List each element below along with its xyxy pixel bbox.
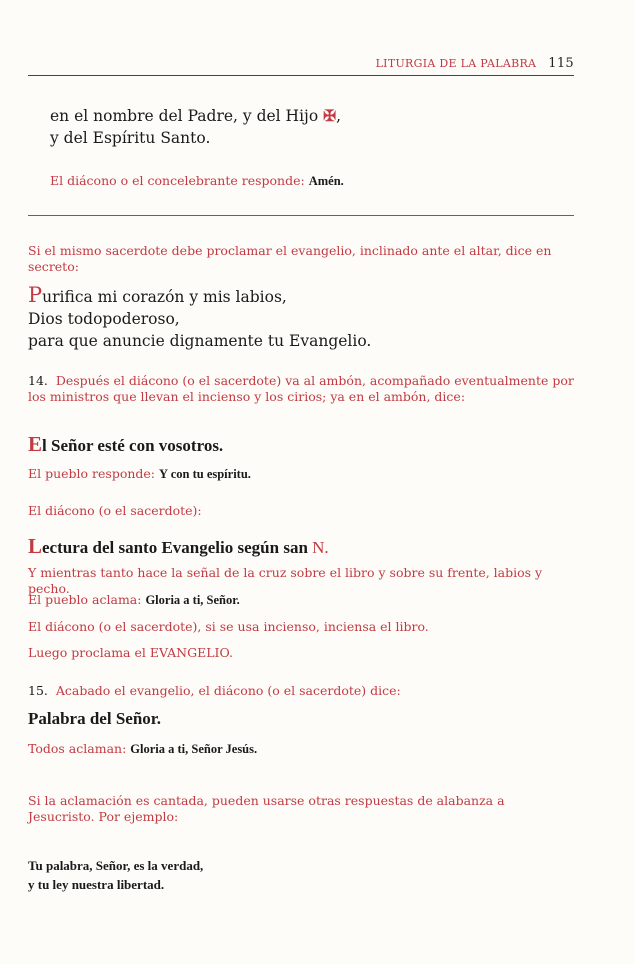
section-14-text: Después el diácono (o el sacerdote) va al ambón, acompañado eventualmente por los ministros que llevan el incienso y los cirios; ya en el ambón, dice: [28,373,574,404]
lectura-name: N. [312,538,329,557]
cross-icon: ✠ [323,106,337,125]
rubric-cruz: Y mientras tanto hace la señal de la cruz sobre el libro y sobre su frente, labios y pecho. [28,565,543,596]
page-number: 115 [548,56,574,71]
alternative-response [28,856,574,894]
blessing-comma: , [336,107,342,125]
section-15 [28,683,574,699]
rubric-amen-text: El diácono o el concelebrante responde: [50,173,305,188]
alt-response-line-2: y tu ley nuestra libertad. [28,877,165,892]
purifica-line-3: para que anuncie dignamente tu Evangelio. [28,332,372,350]
rubric-pueblo-responde [28,466,574,482]
page [28,0,574,964]
lectura-evangelio [28,534,574,559]
section-14 [28,373,574,405]
response-con-tu-espiritu: Y con tu espíritu. [159,467,251,481]
purifica-line-2: Dios todopoderoso, [28,310,180,328]
blessing-line-1 [50,105,596,127]
blessing-line-2: y del Espíritu Santo. [50,129,211,147]
pueblo-responde-text: El pueblo responde: [28,466,156,481]
purifica-line-1-text: urifica mi corazón y mis labios, [42,288,287,306]
rubric-incienso: El diácono (o el sacerdote), si se usa incienso, inciensa el libro. [28,619,429,634]
rubric-cantada: Si la aclamación es cantada, pueden usarse otras respuestas de alabanza a Jesucristo. Por ejemplo: [28,793,505,824]
response-gloria-jesus: Gloria a ti, Señor Jesús. [130,742,258,756]
initial-l: L [28,534,43,558]
todos-aclaman-text: Todos aclaman: [28,741,127,756]
rubric-proclama: Luego proclama el EVANGELIO. [28,645,233,660]
senor-este-text: l Señor esté con vosotros. [42,436,224,455]
rubric-todos-aclaman [28,741,574,757]
purifica-line-1 [28,284,574,308]
purifica-prayer [28,284,574,352]
section-15-number: 15. [28,683,48,698]
senor-este [28,432,574,457]
section-14-number: 14. [28,373,48,388]
response-amen: Amén. [308,174,344,188]
rubric-secret: Si el mismo sacerdote debe proclamar el evangelio, inclinado ante el altar, dice en secreto: [28,243,552,274]
rubric-diacono: El diácono (o el sacerdote): [28,503,202,518]
response-gloria: Gloria a ti, Señor. [145,593,240,607]
section-divider [28,215,574,216]
pueblo-aclama-text: El pueblo aclama: [28,592,142,607]
palabra-del-senor: Palabra del Señor. [28,709,162,728]
rubric-amen [50,173,596,189]
initial-e: E [28,432,43,456]
initial-p: P [28,283,43,307]
blessing-text [50,105,596,149]
section-title: LITURGIA DE LA PALABRA [375,57,537,70]
lectura-text: ectura del santo Evangelio según san [42,538,308,557]
running-header [376,56,574,71]
header-rule [28,75,574,76]
blessing-line-1-text: en el nombre del Padre, y del Hijo [50,107,319,125]
rubric-pueblo-aclama [28,592,574,608]
alt-response-line-1: Tu palabra, Señor, es la verdad, [28,858,204,873]
section-15-text: Acabado el evangelio, el diácono (o el sacerdote) dice: [55,683,401,698]
